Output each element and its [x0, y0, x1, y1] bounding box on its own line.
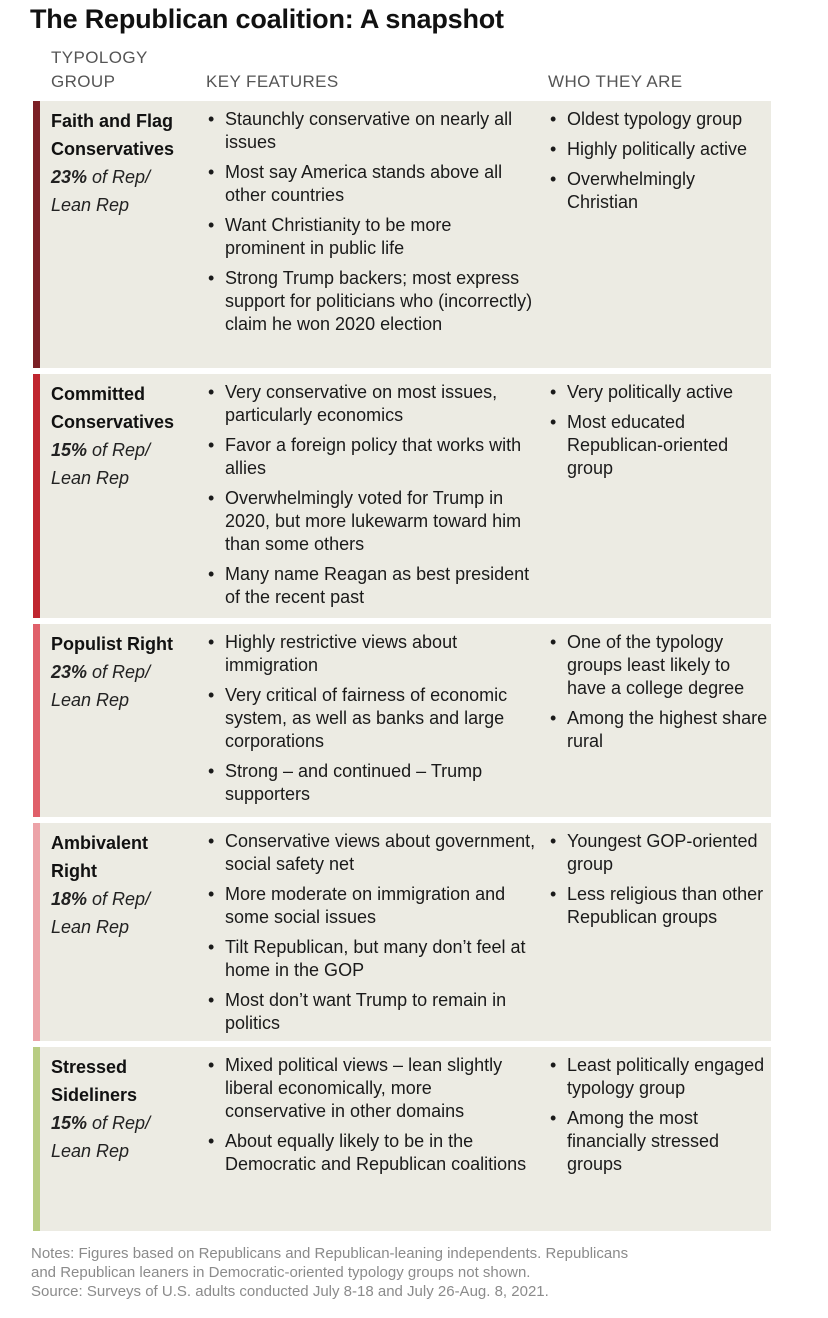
group-share-suffix: of Rep/ — [87, 662, 151, 682]
who-item: • One of the typology groups least likely to have a college degree — [548, 631, 770, 700]
group-color-bar — [33, 624, 40, 817]
group-row-committed-conservatives — [33, 374, 771, 618]
group-color-bar — [33, 823, 40, 1041]
group-share-lean: Lean Rep — [51, 195, 130, 215]
feature-item: • Tilt Republican, but many don’t feel at home in the GOP — [206, 936, 536, 982]
group-name-line: Right — [51, 861, 97, 881]
group-share-pct: 23% — [51, 662, 88, 682]
feature-item: • Mixed political views – lean slightly liberal economically, more conservative in other domains — [206, 1054, 536, 1123]
feature-item: • Strong – and continued – Trump supporters — [206, 760, 536, 806]
group-share-pct: 15% — [51, 440, 88, 460]
feature-item: • Very critical of fairness of economic system, as well as banks and large corporations — [206, 684, 536, 753]
who-item: • Most educated Republican-oriented group — [548, 411, 770, 480]
group-name-line: Ambivalent — [51, 833, 149, 853]
who-item: • Oldest typology group — [548, 108, 770, 131]
group-name-line: Conservatives — [51, 412, 175, 432]
column-header-key-features: KEY FEATURES — [206, 72, 339, 91]
who-they-are-list — [548, 1054, 770, 1183]
group-name-line: Populist Right — [51, 634, 173, 654]
key-features-list — [206, 1054, 536, 1183]
group-label — [51, 107, 201, 219]
feature-item: • More moderate on immigration and some social issues — [206, 883, 536, 929]
group-label — [51, 630, 201, 714]
group-label — [51, 829, 201, 941]
notes-footer — [31, 1244, 791, 1301]
feature-item: • Very conservative on most issues, particularly economics — [206, 381, 536, 427]
group-share-lean: Lean Rep — [51, 690, 130, 710]
group-row-ambivalent-right — [33, 823, 771, 1041]
group-color-bar — [33, 101, 40, 368]
group-color-bar — [33, 374, 40, 618]
feature-item: • Staunchly conservative on nearly all issues — [206, 108, 536, 154]
who-they-are-list — [548, 631, 770, 760]
feature-item: • Most say America stands above all other countries — [206, 161, 536, 207]
feature-item: • Favor a foreign policy that works with allies — [206, 434, 536, 480]
group-share-pct: 15% — [51, 1113, 88, 1133]
notes-line: Notes: Figures based on Republicans and Republican-leaning independents. Republicans — [31, 1245, 629, 1262]
key-features-list — [206, 381, 536, 616]
who-item: • Less religious than other Republican groups — [548, 883, 770, 929]
column-header-typology-group — [51, 46, 201, 94]
who-item: • Youngest GOP-oriented group — [548, 830, 770, 876]
key-features-list — [206, 631, 536, 813]
who-they-are-list — [548, 381, 770, 487]
group-row-populist-right — [33, 624, 771, 817]
key-features-list — [206, 108, 536, 343]
group-share — [51, 1109, 201, 1137]
who-they-are-list — [548, 108, 770, 221]
feature-item: • Strong Trump backers; most express support for politicians who (incorrectly) claim he won 2020 election — [206, 267, 536, 336]
source-line: Source: Surveys of U.S. adults conducted July 8-18 and July 26-Aug. 8, 2021. — [31, 1283, 549, 1300]
page-title: The Republican coalition: A snapshot — [30, 4, 504, 34]
feature-item: • Many name Reagan as best president of the recent past — [206, 563, 536, 609]
feature-item: • Conservative views about government, social safety net — [206, 830, 536, 876]
who-item: • Overwhelmingly Christian — [548, 168, 770, 214]
group-share-lean: Lean Rep — [51, 1141, 130, 1161]
group-row-stressed-sideliners — [33, 1047, 771, 1231]
group-share-pct: 18% — [51, 889, 88, 909]
column-header-group-line: GROUP — [51, 72, 116, 91]
group-label — [51, 380, 201, 492]
group-name-line: Faith and Flag — [51, 111, 174, 131]
group-name-line: Stressed — [51, 1057, 128, 1077]
who-they-are-list — [548, 830, 770, 936]
feature-item: • Overwhelmingly voted for Trump in 2020, but more lukewarm toward him than some others — [206, 487, 536, 556]
group-share-lean: Lean Rep — [51, 468, 130, 488]
column-header-typology-line: TYPOLOGY — [51, 48, 148, 67]
who-item: • Among the most financially stressed groups — [548, 1107, 770, 1176]
feature-item: • Most don’t want Trump to remain in politics — [206, 989, 536, 1035]
group-share — [51, 163, 201, 191]
group-share-pct: 23% — [51, 167, 88, 187]
group-share-suffix: of Rep/ — [87, 440, 151, 460]
who-item: • Highly politically active — [548, 138, 770, 161]
feature-item: • About equally likely to be in the Democratic and Republican coalitions — [206, 1130, 536, 1176]
group-share — [51, 658, 201, 686]
group-name-line: Sideliners — [51, 1085, 138, 1105]
group-share-suffix: of Rep/ — [87, 167, 151, 187]
group-row-faith-and-flag — [33, 101, 771, 368]
column-header-who-they-are: WHO THEY ARE — [548, 72, 683, 91]
group-label — [51, 1053, 201, 1165]
key-features-list — [206, 830, 536, 1042]
group-share — [51, 436, 201, 464]
group-name-line: Conservatives — [51, 139, 175, 159]
who-item: • Very politically active — [548, 381, 770, 404]
group-share-suffix: of Rep/ — [87, 889, 151, 909]
group-color-bar — [33, 1047, 40, 1231]
group-share — [51, 885, 201, 913]
feature-item: • Highly restrictive views about immigration — [206, 631, 536, 677]
feature-item: • Want Christianity to be more prominent in public life — [206, 214, 536, 260]
group-name-line: Committed — [51, 384, 145, 404]
group-share-lean: Lean Rep — [51, 917, 130, 937]
notes-line: and Republican leaners in Democratic-oriented typology groups not shown. — [31, 1264, 531, 1281]
who-item: • Among the highest share rural — [548, 707, 770, 753]
group-share-suffix: of Rep/ — [87, 1113, 151, 1133]
who-item: • Least politically engaged typology group — [548, 1054, 770, 1100]
